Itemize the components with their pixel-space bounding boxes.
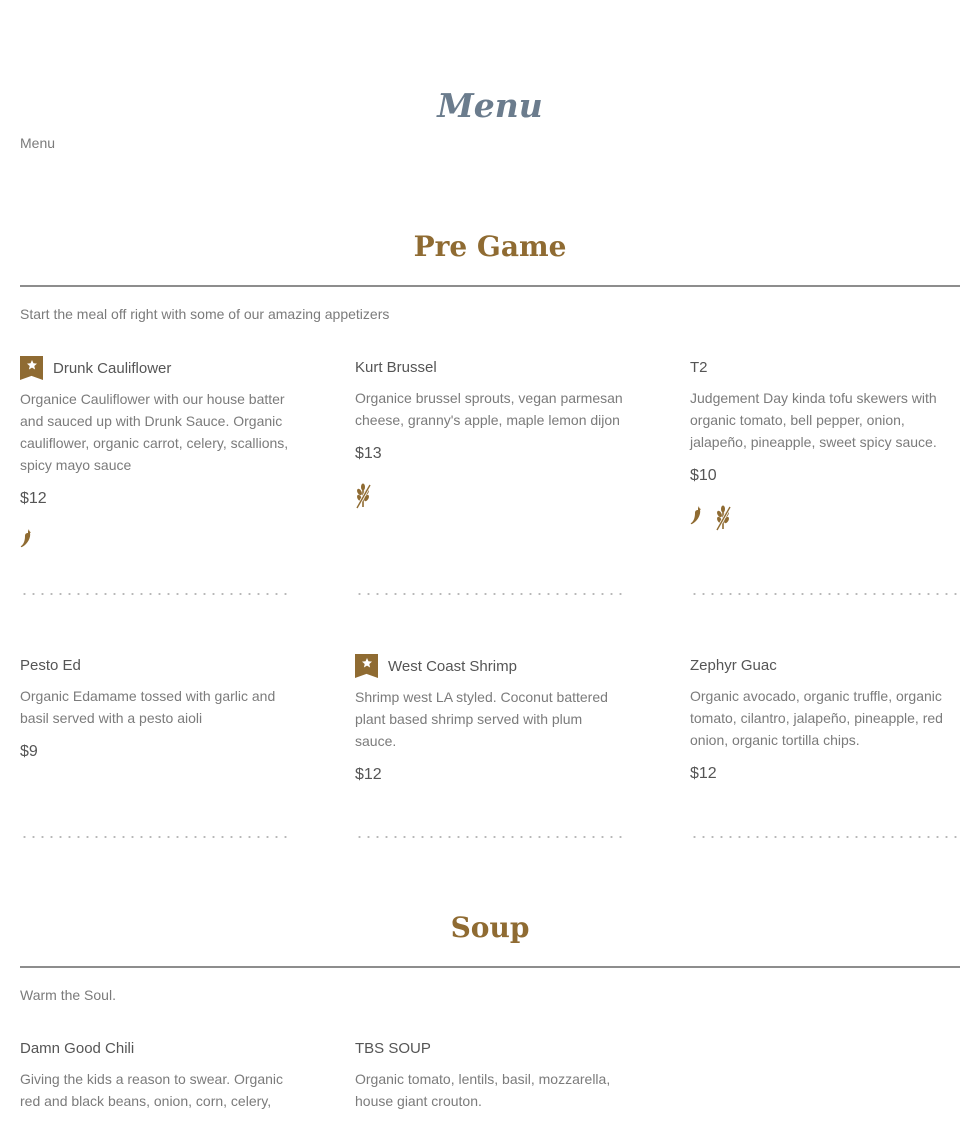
page-title: Menu (437, 86, 543, 125)
breadcrumb[interactable]: Menu (20, 135, 56, 151)
menu-item-description: Shrimp west LA styled. Coconut battered plant based shrimp served with plum sauce. (355, 689, 608, 749)
dotted-divider (355, 593, 625, 595)
section-title: Pre Game (413, 230, 567, 263)
section-description: Start the meal off right with some of our amazing appetizers (20, 306, 390, 322)
menu-item-price: $13 (355, 445, 382, 462)
dotted-divider (20, 593, 290, 595)
menu-item-description: Judgement Day kinda tofu skewers with organic tomato, bell pepper, onion, jalapeño, pineapple, sweet spicy sauce. (690, 390, 937, 450)
menu-item-name: Zephyr Guac (690, 656, 777, 674)
section-description: Warm the Soul. (20, 987, 116, 1003)
gluten-free-icon (355, 483, 372, 514)
menu-item (20, 1036, 290, 1112)
section-divider (20, 285, 960, 287)
chef-recommended-icon (20, 356, 43, 380)
menu-item-price: $12 (690, 765, 717, 782)
menu-item-name: Kurt Brussel (355, 358, 437, 376)
menu-item-price: $12 (355, 766, 382, 783)
menu-item (20, 653, 290, 761)
menu-item-price: $10 (690, 467, 717, 484)
menu-item-name: Pesto Ed (20, 656, 81, 674)
dietary-icons (355, 483, 625, 514)
menu-item (355, 355, 625, 514)
menu-item (690, 355, 960, 536)
dotted-divider (355, 836, 625, 838)
menu-item (20, 356, 290, 553)
gluten-free-icon (715, 505, 732, 536)
menu-item-description: Giving the kids a reason to swear. Organic red and black beans, onion, corn, celery, (20, 1071, 284, 1109)
dotted-divider (20, 836, 290, 838)
menu-item-description: Organic tomato, lentils, basil, mozzarella, house giant crouton. (355, 1071, 611, 1109)
dietary-icons (20, 528, 290, 553)
menu-item (690, 653, 960, 783)
section-title: Soup (450, 911, 530, 944)
menu-item-name: TBS SOUP (355, 1039, 431, 1057)
menu-item-price: $9 (20, 743, 38, 760)
dotted-divider (690, 593, 960, 595)
chili-pepper-icon (20, 528, 33, 553)
chef-recommended-icon (355, 654, 378, 678)
menu-item (355, 654, 625, 784)
menu-item-description: Organice brussel sprouts, vegan parmesan cheese, granny's apple, maple lemon dijon (355, 390, 623, 428)
menu-item-description: Organice Cauliflower with our house batter and sauced up with Drunk Sauce. Organic cauliflower, organic carrot, celery, scallions, spicy mayo sauce (20, 391, 289, 473)
dotted-divider (690, 836, 960, 838)
menu-item (355, 1036, 625, 1112)
menu-item-name: T2 (690, 358, 708, 376)
section-divider (20, 966, 960, 968)
menu-item-name: Drunk Cauliflower (53, 359, 172, 377)
chili-pepper-icon (690, 505, 703, 536)
menu-item-name: Damn Good Chili (20, 1039, 135, 1057)
dietary-icons (690, 505, 960, 536)
menu-item-name: West Coast Shrimp (388, 657, 517, 675)
menu-item-description: Organic avocado, organic truffle, organic tomato, cilantro, jalapeño, pineapple, red onion, organic tortilla chips. (690, 688, 943, 748)
menu-item-price: $12 (20, 490, 47, 507)
menu-item-description: Organic Edamame tossed with garlic and basil served with a pesto aioli (20, 688, 276, 726)
